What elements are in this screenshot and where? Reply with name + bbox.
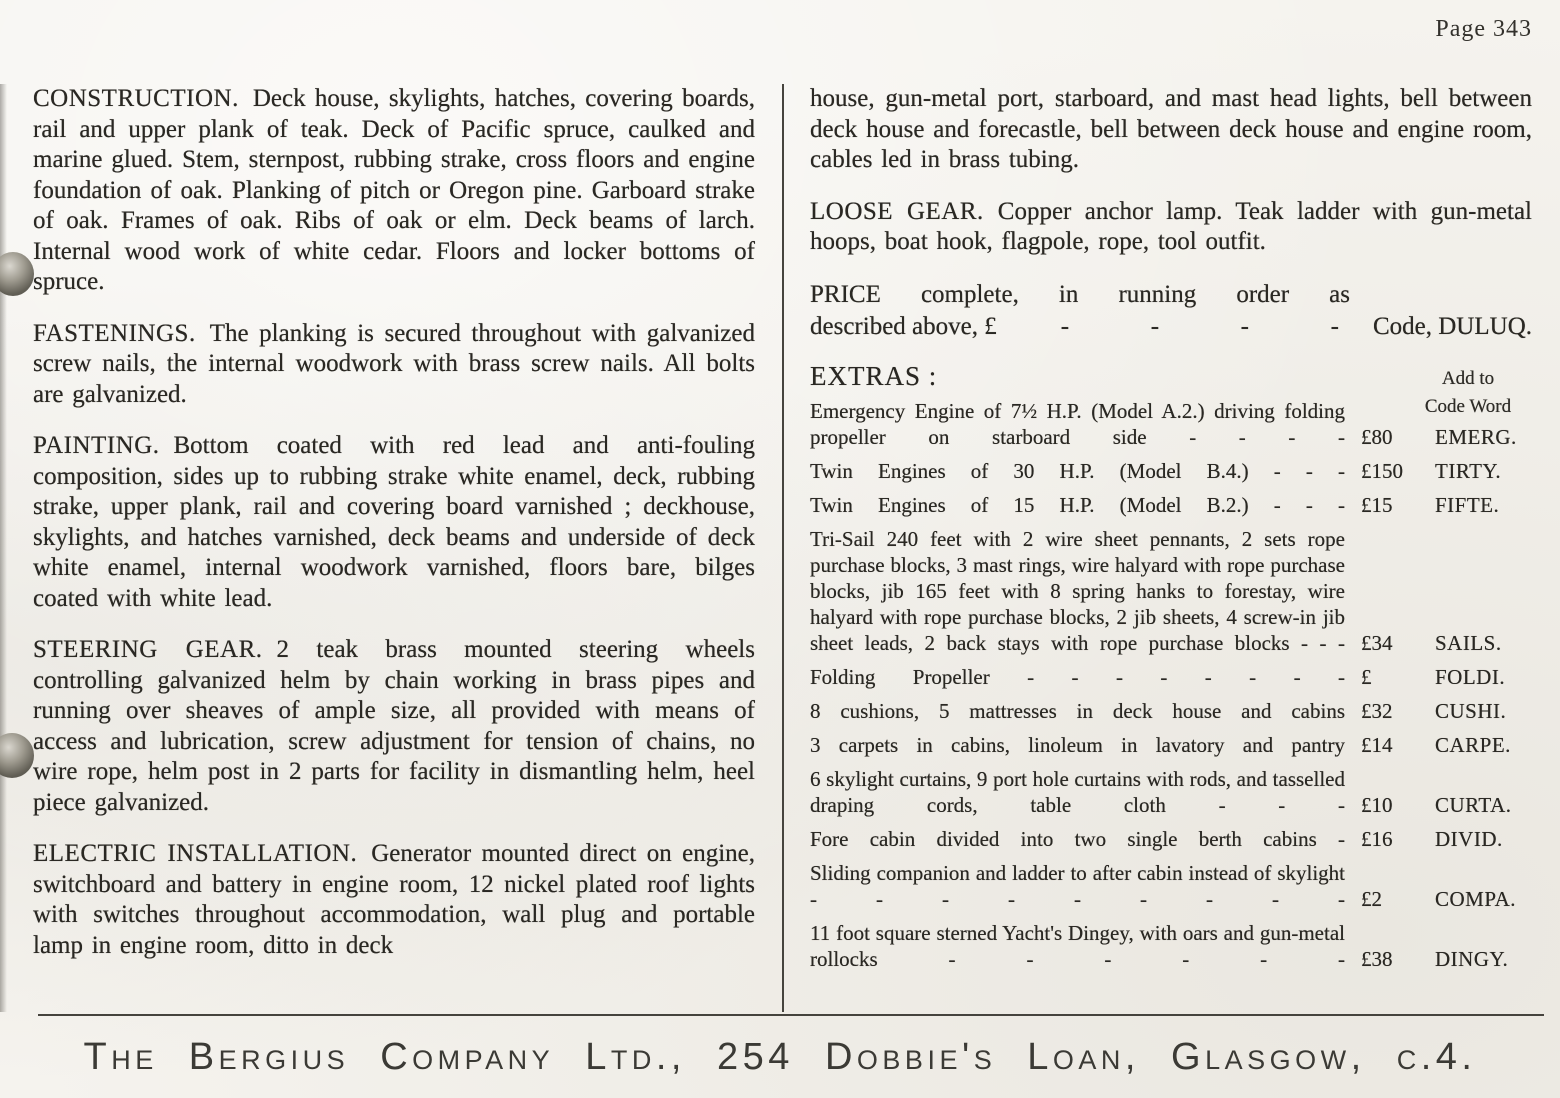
extras-row-carpets bbox=[810, 732, 1532, 758]
section-body: 2 teak brass mounted steering wheels controlling galvanized helm by chain working in brass pipes and running over sheaves of ample size, all provided with means of access and lubrication, screw adjustment for tension of chains, no wire rope, helm post in 2 parts for facility in dismantling helm, heel piece galvanized. bbox=[33, 636, 755, 816]
section-body: Generator mounted direct on engine, switchboard and battery in engine room, 12 nickel plated roof lights with switches throughout accommodation, wall plug and portable lamp in engine room, ditto in deck bbox=[33, 840, 755, 959]
extras-code-word: DINGY. bbox=[1435, 946, 1509, 971]
extras-section bbox=[810, 361, 1532, 972]
price-dash-leaders: - - - - bbox=[1060, 312, 1339, 340]
section-body: Bottom coated with red lead and anti-fouling composition, sides up to rubbing strake white enamel, deck, rubbing strake, upper plank, rail and covering board varnished ; deckhouse, skylights, and hatches varnished, deck beams and underside of deck white enamel, internal woodwork varnished, floors bare, bilges coated with white lead. bbox=[33, 432, 755, 612]
extras-price: £32 bbox=[1361, 698, 1393, 723]
extras-row-folding-propeller bbox=[810, 664, 1532, 690]
extras-item-text: 11 foot square sterned Yacht's Dingey, with oars and gun-metal rollocks - - - - - - bbox=[810, 920, 1345, 971]
extras-item-text: Twin Engines of 15 H.P. (Model B.2.) - - - bbox=[810, 492, 1345, 517]
column-divider-rule bbox=[782, 84, 784, 1012]
section-heading: LOOSE GEAR. bbox=[810, 197, 984, 225]
price-line-2 bbox=[810, 311, 1532, 343]
extras-price: £ bbox=[1361, 664, 1372, 689]
section-fastenings bbox=[33, 319, 755, 411]
extras-row-tri-sail bbox=[810, 526, 1532, 656]
section-body: The planking is secured throughout with galvanized screw nails, the internal woodwork with brass screw nails. All bolts are galvanized. bbox=[33, 319, 755, 408]
section-heading: STEERING GEAR. bbox=[33, 636, 263, 663]
extras-price: £150 bbox=[1361, 458, 1403, 483]
section-construction bbox=[33, 84, 755, 298]
extras-price: £15 bbox=[1361, 492, 1393, 517]
extras-code-word: FOLDI. bbox=[1435, 664, 1506, 689]
company-footer: The Bergius Company Ltd., 254 Dobbie's Loan, Glasgow, c.4. bbox=[83, 1036, 1477, 1078]
extras-code-word: COMPA. bbox=[1435, 886, 1517, 911]
continuation-paragraph: house, gun-metal port, starboard, and mast head lights, bell between deck house and forecastle, bell between deck house and engine room, cables led in brass tubing. bbox=[810, 85, 1532, 173]
extras-heading: EXTRAS : bbox=[810, 360, 938, 391]
price-line-2-left: described above, £ bbox=[810, 312, 997, 340]
code-word-header-line-1: Add to bbox=[1441, 367, 1495, 389]
extras-row-curtains bbox=[810, 766, 1532, 818]
scan-artifact-blob bbox=[0, 733, 34, 778]
extras-row-yachts-dingey bbox=[810, 920, 1532, 972]
extras-row-cushions bbox=[810, 698, 1532, 724]
extras-item-text: Twin Engines of 30 H.P. (Model B.4.) - - - bbox=[810, 458, 1345, 483]
extras-item-text: 8 cushions, 5 mattresses in deck house and cabins bbox=[810, 698, 1345, 723]
extras-code-word: EMERG. bbox=[1435, 424, 1517, 449]
section-painting bbox=[33, 431, 755, 614]
extras-item-text: Sliding companion and ladder to after cabin instead of skylight - - - - - - - - - bbox=[810, 860, 1345, 911]
extras-code-word: CARPE. bbox=[1435, 732, 1511, 757]
extras-price: £16 bbox=[1361, 826, 1393, 851]
section-heading: ELECTRIC INSTALLATION. bbox=[33, 840, 358, 867]
extras-price: £80 bbox=[1361, 424, 1393, 449]
extras-item-text: Tri-Sail 240 feet with 2 wire sheet pennants, 2 sets rope purchase blocks, 3 mast rings, wire halyard with rope purchase blocks, jib 165 feet with 8 spring hanks to forestay, wire halyard with rope purchase blocks, 2 jib sheets, 4 screw-in jib sheet leads, 2 back stays with rope purchase blocks - - - bbox=[810, 526, 1345, 655]
price-line-1: PRICE complete, in running order as bbox=[810, 280, 1350, 308]
extras-item-text: Folding Propeller - - - - - - - - bbox=[810, 664, 1345, 689]
price-code-word: Code, DULUQ. bbox=[1372, 312, 1532, 340]
extras-row-fore-cabin-divided bbox=[810, 826, 1532, 852]
extras-code-word: TIRTY. bbox=[1435, 458, 1502, 483]
footer-rule bbox=[38, 1014, 1544, 1016]
section-steering-gear bbox=[33, 635, 755, 818]
extras-row-sliding-companion bbox=[810, 860, 1532, 912]
extras-code-word: CURTA. bbox=[1435, 792, 1512, 817]
section-body: Deck house, skylights, hatches, covering boards, rail and upper plank of teak. Deck of Pacific spruce, caulked and marine glued. Stem, sternpost, rubbing strake, cross floors and engine foundation of oak. Planking of pitch or Oregon pine. Garboard strake of oak. Frames of oak. Ribs of oak or elm. Deck beams of larch. Internal wood work of white cedar. Floors and locker bottoms of spruce. bbox=[33, 85, 755, 295]
section-heading: FASTENINGS. bbox=[33, 319, 196, 347]
extras-row-twin-engines-15hp bbox=[810, 492, 1532, 518]
extras-price: £14 bbox=[1361, 732, 1393, 757]
extras-item-text: Emergency Engine of 7½ H.P. (Model A.2.) driving folding propeller on starboard side - - - - bbox=[810, 398, 1345, 449]
extras-price: £38 bbox=[1361, 946, 1393, 971]
right-column bbox=[810, 84, 1532, 980]
extras-price: £34 bbox=[1361, 630, 1393, 655]
extras-code-word: CUSHI. bbox=[1435, 698, 1507, 723]
code-word-column-header bbox=[1404, 365, 1532, 421]
section-heading: CONSTRUCTION. bbox=[33, 85, 239, 112]
price-section bbox=[810, 279, 1532, 343]
code-word-header-line-2: Code Word bbox=[1424, 395, 1512, 417]
extras-code-word: DIVID. bbox=[1435, 826, 1503, 851]
extras-item-text: 3 carpets in cabins, linoleum in lavatory and pantry bbox=[810, 732, 1345, 757]
scan-artifact-blob bbox=[0, 252, 34, 296]
section-loose-gear bbox=[810, 197, 1532, 258]
section-heading: PAINTING. bbox=[33, 432, 160, 459]
extras-row-twin-engines-30hp bbox=[810, 458, 1532, 484]
left-column bbox=[33, 84, 755, 982]
extras-item-text: Fore cabin divided into two single berth cabins - bbox=[810, 826, 1345, 851]
extras-price: £10 bbox=[1361, 792, 1393, 817]
extras-code-word: FIFTE. bbox=[1435, 492, 1500, 517]
extras-price: £2 bbox=[1361, 886, 1382, 911]
section-electric-installation bbox=[33, 839, 755, 961]
extras-item-text: 6 skylight curtains, 9 port hole curtains with rods, and tasselled draping cords, table cloth - - - bbox=[810, 766, 1345, 817]
section-body: Copper anchor lamp. Teak ladder with gun-metal hoops, boat hook, flagpole, rope, tool outfit. bbox=[810, 197, 1533, 255]
extras-code-word: SAILS. bbox=[1435, 630, 1502, 655]
page-number: Page 343 bbox=[1435, 16, 1532, 42]
scan-edge-shadow bbox=[0, 84, 7, 1012]
